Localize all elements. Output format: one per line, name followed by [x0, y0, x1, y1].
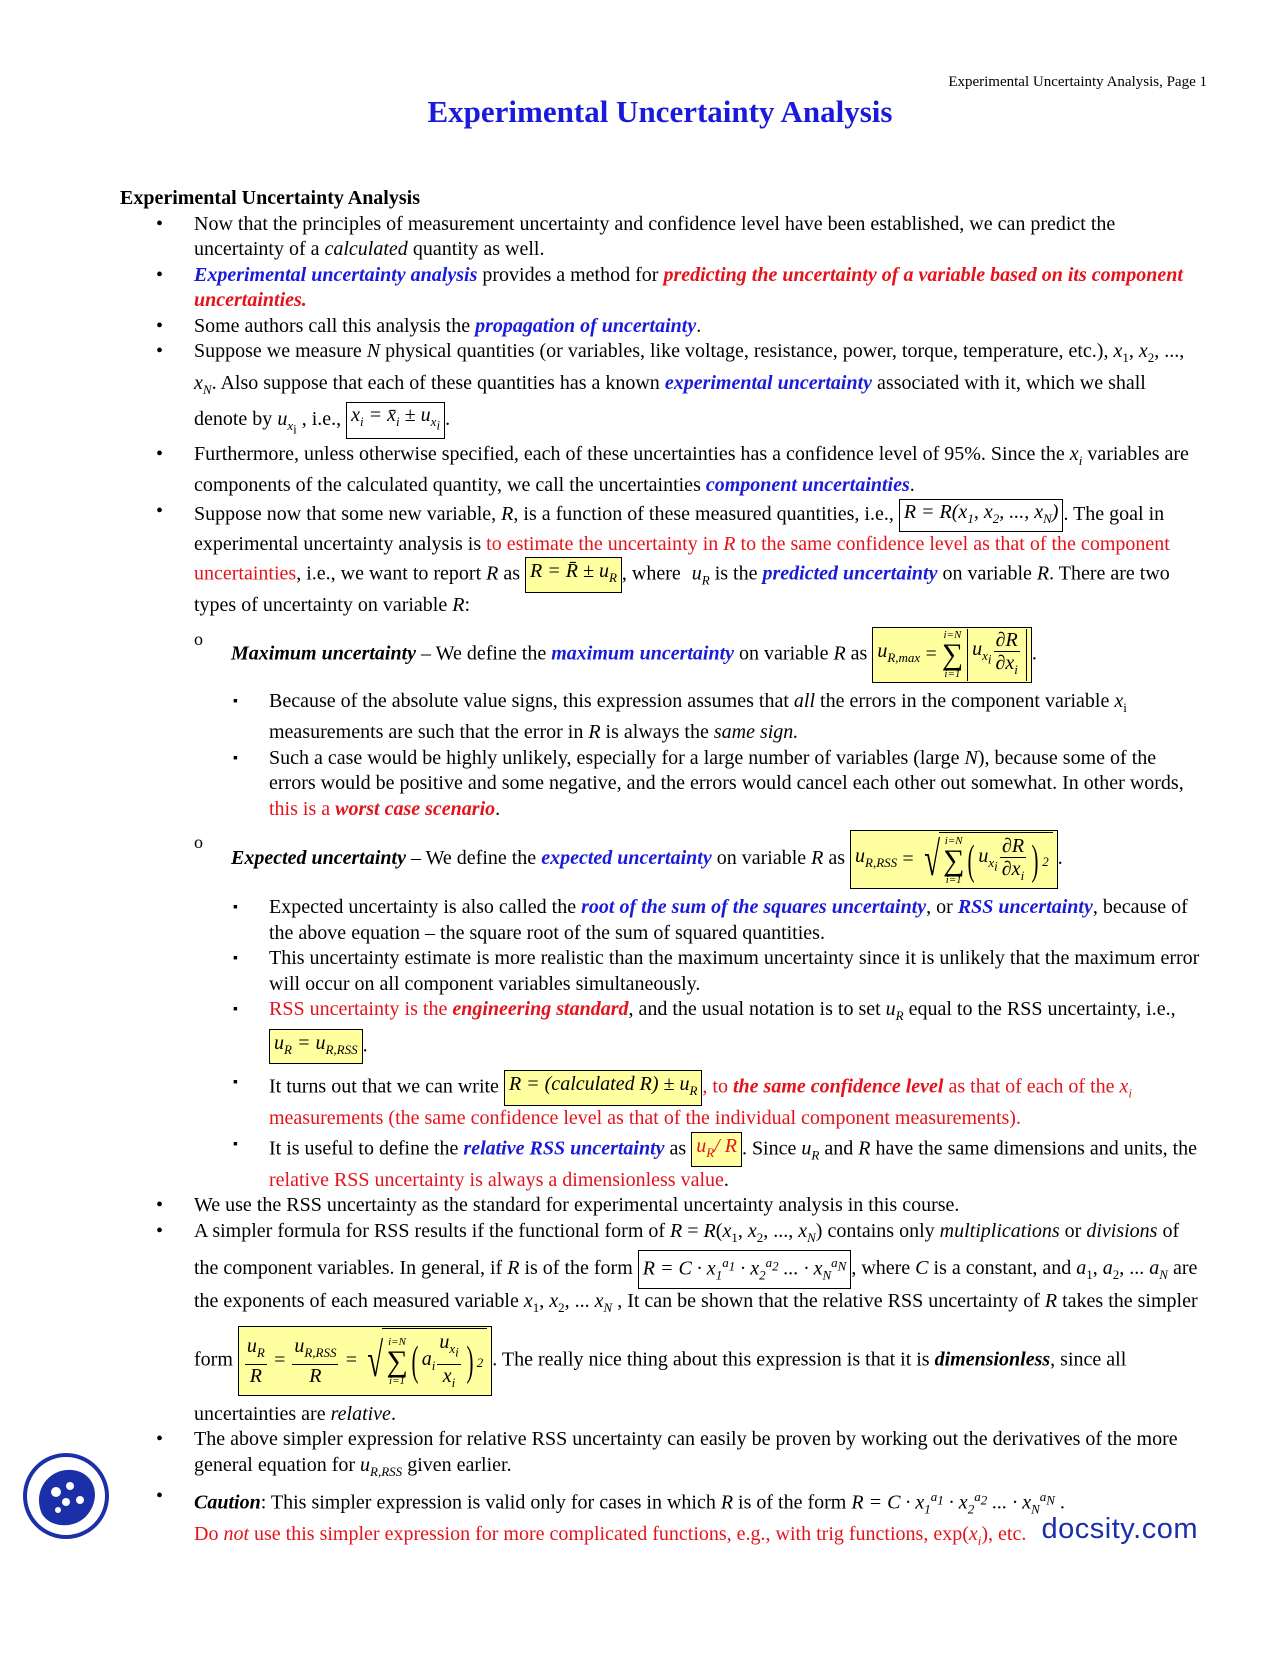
term-rss-uncertainty: RSS uncertainty [957, 896, 1093, 919]
term-relative-rss-uncertainty: relative RSS uncertainty [463, 1137, 665, 1160]
main-bullet-list [120, 212, 1200, 1554]
equation-max-uncertainty: $u_{R,max}$ = i=N ∑ i=1 $u_{x_i}$ $\frac{\partial R}{\partial x_i}$ [872, 627, 1032, 683]
exp-note-4: ▪ It turns out that we can write R = (calculated $R) \pm u_R$ , to the same confidence level as that of each of the $x_i$ measurements (the same confidence level as that of the individual component measurements). [269, 1070, 1200, 1131]
max-note-2: ▪ Such a case would be highly unlikely, especially for a large number of variables (large N), because some of the errors would be positive and some negative, and the errors would cancel each other out somewhat. In other words, this is a worst case scenario. [269, 746, 1200, 823]
section-heading: Experimental Uncertainty Analysis [120, 187, 420, 209]
term-experimental-uncertainty-analysis: Experimental uncertainty analysis [194, 263, 478, 286]
equation-ur-rss: $u_R = u_{R,RSS}$ [269, 1029, 363, 1065]
bullet-6: • Suppose now that some new variable, R, is a function of these measured quantities, i.e., $R = R(x_1$, $x_2$, ..., $x_N$) . The goal in experimental uncertainty analysis is to estimate the uncertainty in R to the same confidence level as that of the component uncertainties, i.e., we want to report R as R = R̄ ± $u_R$ , where $u_R$ is the predicted uncertainty on variable R. There are two types of uncertainty on variable R: o Maximum uncertainty – We define the maximum uncertainty on variable R as $u_{R,max}$ = i=N ∑ i=1 $u_{x_i}$ $\frac{\partial R}{\partial x_i}$ . ▪ Because of the absolute value signs, this expression assumes that all the errors in the component variable $x_i$ measurements are such that the error in R is always the same sign. ▪ Such a case would be highly unlikely, especially for a large number of variables (large N), because some of the errors would be positive and some negative, and the errors would cancel each other out somewhat. In other words, this is a worst case scenario. o Expected uncertainty – We define the expected uncertainty on variable R as $u_{R,RSS}$ = √ i=N ∑ i=1 ( $u_{x_i}$ $\frac{\partial R}{\partial x_i}$ ) 2 . ▪ Expected uncertainty is also called the root of the sum of the squares uncertainty, or RSS uncertainty, because of the above equation – the square root of the sum of squared quantities. ▪ This uncertainty estimate is more realistic than the maximum uncertainty since it is unlikely that the maximum error will occur on all component variables simultaneously. ▪ RSS uncertainty is the engineering standard, and the usual notation is to set $u_R$ equal to the RSS uncertainty, i.e., $u_R = u_{R,RSS}$ . ▪ It turns out that we can write R = (calculated $R) \pm u_R$ , to the same confidence level as that of each of the $x_i$ measurements (the same confidence level as that of the individual component measurements). ▪ It is useful to define the relative RSS uncertainty as $u_R/$ R . Since $u_R$ and R have the same dimensions and units, the relative RSS uncertainty is always a dimensionless value. [194, 499, 1200, 1193]
uncertainty-types-list [194, 627, 1200, 1193]
exp-note-5: ▪ It is useful to define the relative RSS uncertainty as $u_R/$ R . Since $u_R$ and R have the same dimensions and units, the relative RSS uncertainty is always a dimensionless value. [269, 1132, 1200, 1193]
equation-expected-uncertainty: $u_{R,RSS}$ = √ i=N ∑ i=1 ( $u_{x_i}$ $\frac{\partial R}{\partial x_i}$ ) 2 [850, 830, 1058, 889]
exp-note-2: ▪ This uncertainty estimate is more realistic than the maximum uncertainty since it is unlikely that the maximum error will occur on all component variables simultaneously. [269, 946, 1200, 997]
term-propagation-of-uncertainty: propagation of uncertainty [475, 314, 697, 337]
equation-power-form: $R = C \cdot x_1^{a_1} \cdot x_2^{a_2}$ ... · $x_N^{a_N}$ [638, 1250, 852, 1289]
bullet-4: • Suppose we measure N physical quantities (or variables, like voltage, resistance, power, torque, temperature, etc.), $x_1$, $x_2$, ..., $x_N$. Also suppose that each of these quantities has a known experimental uncertainty associated with it, which we shall denote by $u_{x_i}$ , i.e., $x_i$ = $x̄_i \pm u_{x_i}$ . [194, 339, 1200, 442]
bullet-8: • A simpler formula for RSS results if the functional form of $R = R(x_1$, $x_2$, ..., $x_N$) contains only multiplications or divisions of the component variables. In general, if R is of the form $R = C \cdot x_1^{a_1} \cdot x_2^{a_2}$ ... · $x_N^{a_N}$ , where C is a constant, and $a_1$, $a_2$, ... $a_N$ are the exponents of each measured variable $x_1$, $x_2$, ... $x_N$ , It can be shown that the relative RSS uncertainty of R takes the simpler form $\frac{u_R}{R}$ = $\frac{u_{R,RSS}}{R}$ = √ i=N ∑ i=1 ( $a_i$ $\frac{u_{x_i}}{x_i}$ ) 2 . The really nice thing about this expression is that it is dimensionless, since all uncertainties are relative. [194, 1219, 1200, 1428]
docsity-logo-icon [22, 1452, 110, 1540]
expected-uncertainty-notes [231, 895, 1200, 1193]
equation-relative-rss-simple: $\frac{u_R}{R}$ = $\frac{u_{R,RSS}}{R}$ = √ i=N ∑ i=1 ( $a_i$ $\frac{u_{x_i}}{x_i}$ ) 2 [238, 1326, 492, 1396]
page-header: Experimental Uncertainty Analysis, Page 1 [948, 74, 1207, 90]
equation-xi-definition: $x_i$ = $x̄_i \pm u_{x_i}$ [346, 402, 445, 439]
equation-r-calculated: R = (calculated $R) \pm u_R$ [504, 1070, 702, 1106]
term-experimental-uncertainty: experimental uncertainty [664, 371, 873, 394]
bullet-9: • The above simpler expression for relative RSS uncertainty can easily be proven by working out the derivatives of the more general equation for $u_{R,RSS}$ given earlier. [194, 1427, 1200, 1484]
term-maximum-uncertainty: maximum uncertainty [551, 642, 735, 665]
docsity-brand[interactable]: docsity.com [1041, 1513, 1198, 1545]
bullet-3: • Some authors call this analysis the propagation of uncertainty. [194, 314, 1200, 340]
expected-uncertainty-item: o Expected uncertainty – We define the expected uncertainty on variable R as $u_{R,RSS}$ = √ i=N ∑ i=1 ( $u_{x_i}$ $\frac{\partial R}{\partial x_i}$ ) 2 . ▪ Expected uncertainty is also called the root of the sum of the squares uncertainty, or RSS uncertainty, because of the above equation – the square root of the sum of squared quantities. ▪ This uncertainty estimate is more realistic than the maximum uncertainty since it is unlikely that the maximum error will occur on all component variables simultaneously. ▪ RSS uncertainty is the engineering standard, and the usual notation is to set $u_R$ equal to the RSS uncertainty, i.e., $u_R = u_{R,RSS}$ . ▪ It turns out that we can write R = (calculated $R) \pm u_R$ , to the same confidence level as that of each of the $x_i$ measurements (the same confidence level as that of the individual component measurements). ▪ It is useful to define the relative RSS uncertainty as $u_R/$ R . Since $u_R$ and R have the same dimensions and units, the relative RSS uncertainty is always a dimensionless value. [231, 830, 1200, 1193]
bullet-5: • Furthermore, unless otherwise specified, each of these uncertainties has a confidence level of 95%. Since the $x_i$ variables are components of the calculated quantity, we call the uncertainties component uncertainties. [194, 442, 1200, 499]
bullet-1: • Now that the principles of measurement uncertainty and confidence level have been established, we can predict the uncertainty of a calculated quantity as well. [194, 212, 1200, 263]
equation-r-report: R = R̄ ± $u_R$ [525, 557, 622, 593]
bullet-10: • Caution: This simpler expression is valid only for cases in which R is of the form $R = C \cdot x_1^{a_1} \cdot x_2^{a_2}$ ... · $x_N^{a_N}$ . Do not use this simpler expression for more complicated functions, e.g., with trig functions, $\exp(x_i)$, etc. [194, 1484, 1200, 1554]
term-predicted-uncertainty: predicted uncertainty [762, 562, 938, 585]
equation-relative-rss: $u_R/$ R [691, 1132, 742, 1168]
exp-note-1: ▪ Expected uncertainty is also called the root of the sum of the squares uncertainty, or RSS uncertainty, because of the above equation – the square root of the sum of squared quantities. [269, 895, 1200, 946]
max-uncertainty-item: o Maximum uncertainty – We define the maximum uncertainty on variable R as $u_{R,max}$ = i=N ∑ i=1 $u_{x_i}$ $\frac{\partial R}{\partial x_i}$ . ▪ Because of the absolute value signs, this expression assumes that all the errors in the component variable $x_i$ measurements are such that the error in R is always the same sign. ▪ Such a case would be highly unlikely, especially for a large number of variables (large N), because some of the errors would be positive and some negative, and the errors would cancel each other out somewhat. In other words, this is a worst case scenario. [231, 627, 1200, 823]
term-expected-uncertainty: expected uncertainty [541, 847, 712, 870]
exp-note-3: ▪ RSS uncertainty is the engineering standard, and the usual notation is to set $u_R$ equal to the RSS uncertainty, i.e., $u_R = u_{R,RSS}$ . [269, 997, 1200, 1064]
page-title: Experimental Uncertainty Analysis [427, 94, 893, 129]
term-rss: root of the sum of the squares uncertainty [581, 896, 927, 919]
equation-r-function: $R = R(x_1$, $x_2$, ..., $x_N$) [899, 499, 1064, 532]
bullet-2: • Experimental uncertainty analysis provides a method for predicting the uncertainty of a variable based on its component uncertainties. [194, 263, 1200, 314]
bullet-7: • We use the RSS uncertainty as the standard for experimental uncertainty analysis in this course. [194, 1193, 1200, 1219]
term-component-uncertainties: component uncertainties [705, 474, 910, 497]
max-uncertainty-notes [231, 689, 1200, 823]
document-body [120, 186, 1200, 1554]
equation-power-form-inline: $R = C \cdot x_1^{a_1} \cdot x_2^{a_2}$ ... · $x_N^{a_N}$ [851, 1489, 1055, 1517]
max-note-1: ▪ Because of the absolute value signs, this expression assumes that all the errors in the component variable $x_i$ measurements are such that the error in R is always the same sign. [269, 689, 1200, 746]
